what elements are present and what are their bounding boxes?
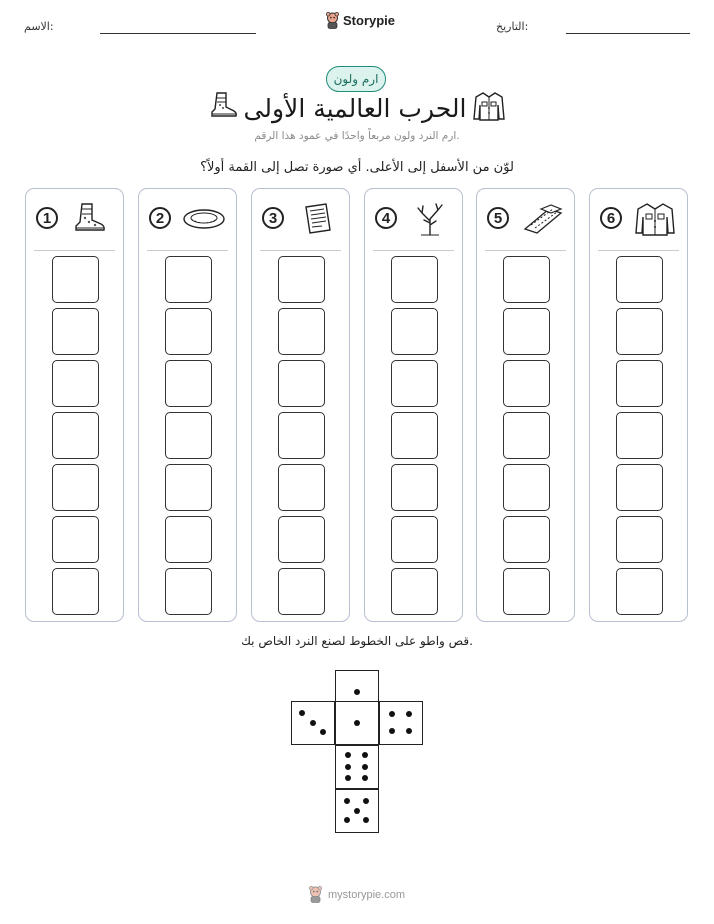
color-square[interactable] — [616, 308, 663, 355]
footer-url: mystorypie.com — [328, 888, 406, 901]
color-square[interactable] — [278, 360, 325, 407]
column-number: 2 — [149, 207, 171, 229]
dice-pip — [310, 720, 316, 726]
storypie-mascot-icon — [308, 886, 323, 903]
column-divider — [598, 250, 679, 251]
color-square[interactable] — [391, 360, 438, 407]
column-header — [365, 189, 462, 247]
dice-pip — [354, 808, 360, 814]
color-square[interactable] — [391, 412, 438, 459]
boot-icon — [68, 201, 114, 237]
color-square[interactable] — [391, 308, 438, 355]
boot-icon — [208, 90, 240, 120]
dice-pip — [345, 775, 351, 781]
color-square[interactable] — [52, 256, 99, 303]
column-number: 5 — [487, 207, 509, 229]
color-square[interactable] — [165, 412, 212, 459]
name-label: الاسم: — [24, 20, 54, 33]
column-divider — [373, 250, 454, 251]
date-line — [566, 33, 690, 34]
dice-pip — [362, 764, 368, 770]
dice-face-5 — [335, 789, 379, 833]
color-square[interactable] — [278, 464, 325, 511]
color-square[interactable] — [278, 308, 325, 355]
column-number: 1 — [36, 207, 58, 229]
color-square[interactable] — [165, 568, 212, 615]
dice-pip — [389, 728, 395, 734]
name-line — [100, 33, 256, 34]
column-number: 4 — [375, 207, 397, 229]
column-divider — [485, 250, 566, 251]
color-square[interactable] — [503, 412, 550, 459]
roll-and-color-badge: ارم ولون — [326, 66, 386, 92]
color-square[interactable] — [52, 360, 99, 407]
dice-pip — [345, 752, 351, 758]
tree-icon — [407, 201, 453, 237]
color-square[interactable] — [52, 516, 99, 563]
dice-pip — [362, 775, 368, 781]
date-label: التاريخ: — [496, 20, 529, 33]
letter-icon — [294, 201, 340, 237]
color-square[interactable] — [278, 412, 325, 459]
column-1 — [25, 188, 124, 622]
page-title: الحرب العالمية الأولى — [243, 94, 467, 123]
color-square[interactable] — [616, 412, 663, 459]
color-square[interactable] — [616, 360, 663, 407]
dice-pip — [299, 710, 305, 716]
dice-pip — [345, 764, 351, 770]
uniform-jacket-icon — [472, 90, 506, 122]
dice-face-6 — [335, 745, 379, 789]
dice-pip — [362, 752, 368, 758]
column-divider — [34, 250, 115, 251]
dice-face-4 — [379, 701, 423, 745]
brand-name: Storypie — [343, 13, 396, 28]
color-square[interactable] — [616, 568, 663, 615]
column-3 — [251, 188, 350, 622]
column-header — [139, 189, 236, 247]
footer — [308, 886, 405, 903]
storypie-mascot-icon — [325, 12, 340, 29]
helmet-icon — [181, 201, 227, 237]
column-divider — [260, 250, 341, 251]
column-5 — [476, 188, 575, 622]
color-square[interactable] — [52, 464, 99, 511]
color-square[interactable] — [616, 516, 663, 563]
color-square[interactable] — [503, 516, 550, 563]
column-number: 6 — [600, 207, 622, 229]
color-square[interactable] — [165, 464, 212, 511]
column-header — [477, 189, 574, 247]
column-number: 3 — [262, 207, 284, 229]
column-header — [252, 189, 349, 247]
trench-icon — [519, 201, 565, 237]
column-header — [590, 189, 687, 247]
color-square[interactable] — [391, 464, 438, 511]
cut-instruction: قص واطو على الخطوط لصنع النرد الخاص بك. — [241, 634, 473, 648]
color-square[interactable] — [503, 308, 550, 355]
column-6 — [589, 188, 688, 622]
dice-pip — [344, 817, 350, 823]
column-4 — [364, 188, 463, 622]
color-square[interactable] — [165, 308, 212, 355]
instruction: لوّن من الأسفل إلى الأعلى. أي صورة تصل إلى القمة أولاً؟ — [200, 160, 514, 175]
color-square[interactable] — [52, 568, 99, 615]
color-square[interactable] — [616, 256, 663, 303]
dice-face-1 — [335, 701, 379, 745]
color-square[interactable] — [391, 256, 438, 303]
color-square[interactable] — [278, 516, 325, 563]
color-square[interactable] — [503, 464, 550, 511]
color-square[interactable] — [278, 256, 325, 303]
dice-pip — [406, 711, 412, 717]
color-square[interactable] — [503, 256, 550, 303]
color-square[interactable] — [616, 464, 663, 511]
color-square[interactable] — [165, 360, 212, 407]
color-square[interactable] — [278, 568, 325, 615]
color-square[interactable] — [503, 568, 550, 615]
dice-pip — [363, 798, 369, 804]
brand-logo — [325, 12, 395, 29]
dice-pip — [389, 711, 395, 717]
dice-pip — [354, 720, 360, 726]
subtitle: ارم النرد ولون مربعاً واحدًا في عمود هذا الرقم. — [254, 130, 460, 142]
color-square[interactable] — [503, 360, 550, 407]
color-square[interactable] — [391, 516, 438, 563]
dice-pip — [406, 728, 412, 734]
column-divider — [147, 250, 228, 251]
color-square[interactable] — [165, 256, 212, 303]
color-square[interactable] — [52, 412, 99, 459]
dice-face-3 — [291, 701, 335, 745]
dice-pip — [363, 817, 369, 823]
column-2 — [138, 188, 237, 622]
color-square[interactable] — [391, 568, 438, 615]
dice-pip — [354, 689, 360, 695]
column-header — [26, 189, 123, 247]
uniform-jacket-icon — [632, 201, 678, 237]
color-square[interactable] — [165, 516, 212, 563]
dice-pip — [320, 729, 326, 735]
dice-pip — [344, 798, 350, 804]
color-square[interactable] — [52, 308, 99, 355]
